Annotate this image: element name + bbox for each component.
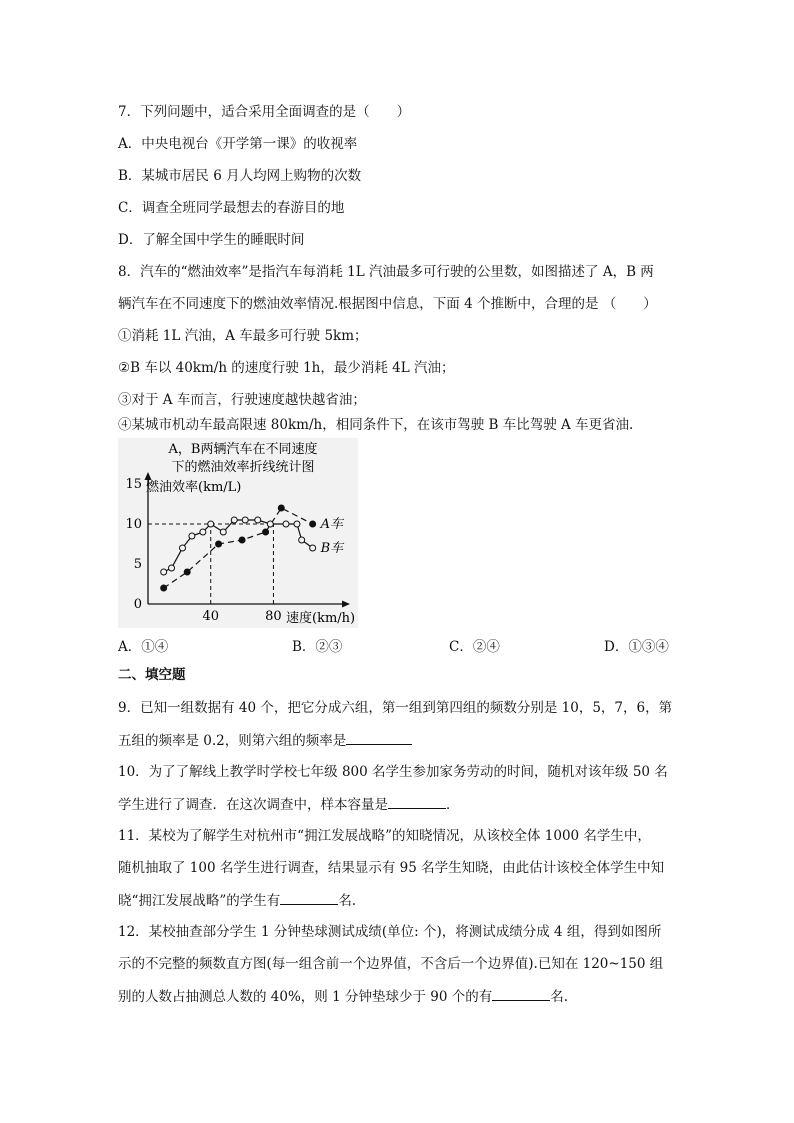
series-b-point — [161, 569, 167, 575]
q12-answer-blank[interactable] — [492, 987, 550, 1001]
q7-stem: 7．下列问题中，适合采用全面调查的是（ ） — [118, 104, 411, 120]
q9-answer-blank[interactable] — [346, 731, 412, 745]
chart-x-axis-label: 速度(km/h) — [286, 611, 356, 626]
q12-line3-end: 名. — [550, 989, 569, 1005]
series-b-point — [267, 521, 273, 527]
series-b-label: B车 — [320, 541, 344, 556]
series-b-point — [299, 537, 305, 543]
series-b-point — [208, 521, 214, 527]
q8-statement-3: ③对于 A 车而言，行驶速度越快越省油； — [118, 392, 366, 408]
q11-line3-end: 名. — [338, 893, 357, 909]
q7-option-a: A．中央电视台《开学第一课》的收视率 — [118, 136, 358, 152]
q7-option-b: B．某城市居民 6 月人均网上购物的次数 — [118, 168, 362, 184]
q11-line2: 随机抽取了 100 名学生进行调查，结果显示有 95 名学生知晓，由此估计该校全体学生中知 — [118, 860, 665, 876]
q10-line2-text: 学生进行了调查．在这次调查中，样本容量是 — [118, 797, 388, 813]
series-a-point — [239, 537, 245, 543]
q9-line1: 9．已知一组数据有 40 个，把它分成六组，第一组到第四组的频数分别是 10，5，7，6，第 — [118, 700, 673, 716]
series-a-point — [263, 529, 269, 535]
q8-option-c: C．②④ — [449, 639, 500, 655]
q9-line2-text: 五组的频率是 0.2，则第六组的频率是 — [118, 733, 347, 749]
fuel-efficiency-chart — [118, 438, 358, 628]
q11-line1: 11．某校为了解学生对杭州市“拥江发展战略”的知晓情况，从该校全体 1000 名学生中， — [118, 828, 651, 844]
q8-stem-line2: 辆汽车在不同速度下的燃油效率情况.根据图中信息，下面 4 个推断中，合理的是 （ ） — [118, 296, 657, 312]
q11-line3 — [118, 891, 356, 910]
series-b-point — [283, 521, 289, 527]
series-a-point — [184, 569, 190, 575]
series-b-point — [231, 517, 237, 523]
q10-line2-end: ． — [446, 797, 460, 813]
q8-option-b: B．②③ — [292, 639, 343, 655]
q10-line1: 10．为了了解线上教学时学校七年级 800 名学生参加家务劳动的时间，随机对该年级 50 名 — [118, 764, 668, 780]
q11-answer-blank[interactable] — [280, 891, 338, 905]
series-b-point — [242, 517, 248, 523]
series-a-point — [278, 505, 284, 511]
q7-option-c: C．调查全班同学最想去的春游目的地 — [118, 200, 345, 216]
q8-statement-1: ①消耗 1L 汽油，A 车最多可行驶 5km； — [118, 328, 368, 344]
series-b-point — [200, 529, 206, 535]
series-b-point — [294, 521, 300, 527]
q10-line2 — [118, 795, 460, 814]
series-a-point — [161, 585, 167, 591]
series-a-point — [310, 521, 316, 527]
series-a-point — [216, 541, 222, 547]
q8-option-a: A．①④ — [118, 639, 169, 655]
q8-option-d: D．①③④ — [604, 639, 669, 655]
q9-line2 — [118, 731, 412, 750]
chart-title-line1: A，B两辆汽车在不同速度 — [168, 442, 318, 457]
q12-line1: 12．某校抽查部分学生 1 分钟垫球测试成绩(单位: 个)，将测试成绩分成 4 组，得到如图所 — [118, 924, 662, 940]
y-tick-label: 5 — [133, 557, 142, 572]
series-b-point — [255, 517, 261, 523]
q8-stem-line1: 8．汽车的“燃油效率”是指汽车每消耗 1L 汽油最多可行驶的公里数，如图描述了 A，B 两 — [118, 264, 654, 280]
y-tick-label: 15 — [125, 477, 142, 492]
q12-line3 — [118, 987, 568, 1006]
y-tick-label: 10 — [125, 517, 142, 532]
y-tick-label: 0 — [133, 597, 142, 612]
q8-statement-4: ④某城市机动车最高限速 80km/h，相同条件下，在该市驾驶 B 车比驾驶 A 车更省油. — [118, 417, 634, 433]
q10-answer-blank[interactable] — [388, 795, 446, 809]
q11-line3-text: 晓“拥江发展战略”的学生有 — [118, 893, 281, 909]
series-b-point — [220, 529, 226, 535]
section-heading-fill-in: 二、填空题 — [118, 667, 186, 683]
q12-line3-text: 别的人数占抽测总人数的 40%，则 1 分钟垫球少于 90 个的有 — [118, 989, 493, 1005]
series-b-point — [169, 565, 175, 571]
chart-title-line2: 下的燃油效率折线统计图 — [171, 460, 315, 475]
x-tick-label: 40 — [202, 609, 219, 624]
series-b-point — [310, 545, 316, 551]
series-b-point — [189, 533, 195, 539]
chart-y-axis-label: 燃油效率(km/L) — [146, 480, 242, 495]
series-b-point — [179, 545, 185, 551]
q7-option-d: D．了解全国中学生的睡眠时间 — [118, 232, 305, 248]
series-a-label: A车 — [320, 517, 344, 532]
q8-statement-2: ②B 车以 40km/h 的速度行驶 1h，最少消耗 4L 汽油； — [118, 360, 455, 376]
x-tick-label: 80 — [265, 609, 282, 624]
q12-line2: 示的不完整的频数直方图(每一组含前一个边界值，不含后一个边界值).已知在 120~150 组 — [118, 956, 664, 972]
